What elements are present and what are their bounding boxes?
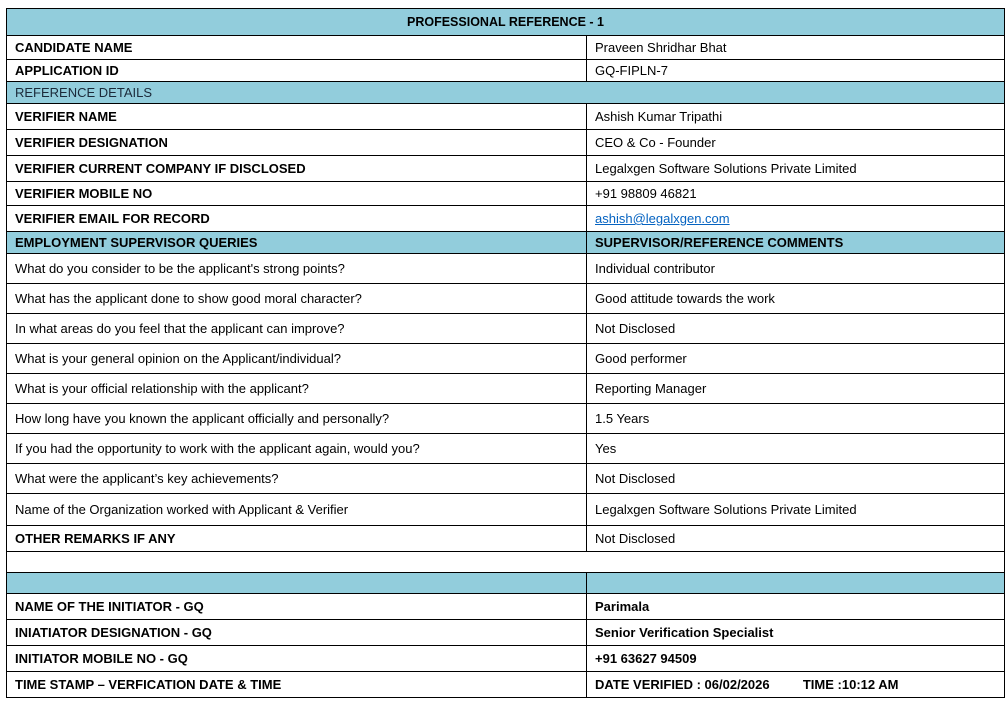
query-answer: 1.5 Years [587,404,1005,434]
query-row [7,284,1005,314]
query-question: What do you consider to be the applicant's strong points? [7,254,587,284]
query-question: How long have you known the applicant officially and personally? [7,404,587,434]
date-verified: DATE VERIFIED : 06/02/2026 [595,677,770,692]
document-title: PROFESSIONAL REFERENCE - 1 [7,9,1005,36]
verifier-name-label: VERIFIER NAME [7,104,587,130]
verifier-company-row [7,156,1005,182]
query-question: What has the applicant done to show good moral character? [7,284,587,314]
query-answer: Good attitude towards the work [587,284,1005,314]
verifier-email-label: VERIFIER EMAIL FOR RECORD [7,206,587,232]
timestamp-row [7,672,1005,698]
application-id-label: APPLICATION ID [7,60,587,82]
other-remarks-row [7,526,1005,552]
query-answer: Yes [587,434,1005,464]
reference-details-heading: REFERENCE DETAILS [7,82,1005,104]
empty-cell [7,552,1005,573]
verifier-name-row [7,104,1005,130]
initiator-designation-label: INIATIATOR DESIGNATION - GQ [7,620,587,646]
verifier-name-value: Ashish Kumar Tripathi [587,104,1005,130]
queries-header-row [7,232,1005,254]
query-row [7,314,1005,344]
initiator-designation-value: Senior Verification Specialist [587,620,1005,646]
query-question: What were the applicant’s key achievements? [7,464,587,494]
verifier-mobile-row [7,182,1005,206]
initiator-mobile-row [7,646,1005,672]
initiator-name-row [7,594,1005,620]
query-answer: Not Disclosed [587,464,1005,494]
query-row [7,404,1005,434]
initiator-mobile-label: INITIATOR MOBILE NO - GQ [7,646,587,672]
initiator-header-right [587,573,1005,594]
initiator-name-label: NAME OF THE INITIATOR - GQ [7,594,587,620]
professional-reference-table [6,8,1005,698]
query-question: What is your general opinion on the Applicant/individual? [7,344,587,374]
query-question: If you had the opportunity to work with the applicant again, would you? [7,434,587,464]
initiator-header-row [7,573,1005,594]
query-row [7,254,1005,284]
initiator-designation-row [7,620,1005,646]
title-row [7,9,1005,36]
verifier-mobile-value: +91 98809 46821 [587,182,1005,206]
initiator-header-left [7,573,587,594]
query-answer: Reporting Manager [587,374,1005,404]
initiator-name-value: Parimala [587,594,1005,620]
query-row [7,494,1005,526]
initiator-mobile-value: +91 63627 94509 [587,646,1005,672]
other-remarks-value: Not Disclosed [587,526,1005,552]
candidate-name-label: CANDIDATE NAME [7,36,587,60]
timestamp-value [587,672,1005,698]
verifier-designation-label: VERIFIER DESIGNATION [7,130,587,156]
reference-details-section [7,82,1005,104]
spacer-row [7,552,1005,573]
query-question: In what areas do you feel that the applicant can improve? [7,314,587,344]
verifier-email-row [7,206,1005,232]
query-question: Name of the Organization worked with Applicant & Verifier [7,494,587,526]
query-row [7,344,1005,374]
verifier-company-label: VERIFIER CURRENT COMPANY IF DISCLOSED [7,156,587,182]
time-verified: TIME :10:12 AM [802,677,899,692]
queries-header-right: SUPERVISOR/REFERENCE COMMENTS [587,232,1005,254]
candidate-name-row [7,36,1005,60]
query-row [7,374,1005,404]
verifier-designation-value: CEO & Co - Founder [587,130,1005,156]
timestamp-label: TIME STAMP – VERFICATION DATE & TIME [7,672,587,698]
verifier-designation-row [7,130,1005,156]
verifier-mobile-label: VERIFIER MOBILE NO [7,182,587,206]
application-id-value: GQ-FIPLN-7 [587,60,1005,82]
verifier-email-link[interactable]: ashish@legalxgen.com [595,211,730,226]
query-answer: Individual contributor [587,254,1005,284]
query-answer: Not Disclosed [587,314,1005,344]
verifier-company-value: Legalxgen Software Solutions Private Limited [587,156,1005,182]
other-remarks-label: OTHER REMARKS IF ANY [7,526,587,552]
query-row [7,434,1005,464]
application-id-row [7,60,1005,82]
query-answer: Legalxgen Software Solutions Private Limited [587,494,1005,526]
query-question: What is your official relationship with the applicant? [7,374,587,404]
query-answer: Good performer [587,344,1005,374]
queries-header-left: EMPLOYMENT SUPERVISOR QUERIES [7,232,587,254]
candidate-name-value: Praveen Shridhar Bhat [587,36,1005,60]
query-row [7,464,1005,494]
verifier-email-cell [587,206,1005,232]
